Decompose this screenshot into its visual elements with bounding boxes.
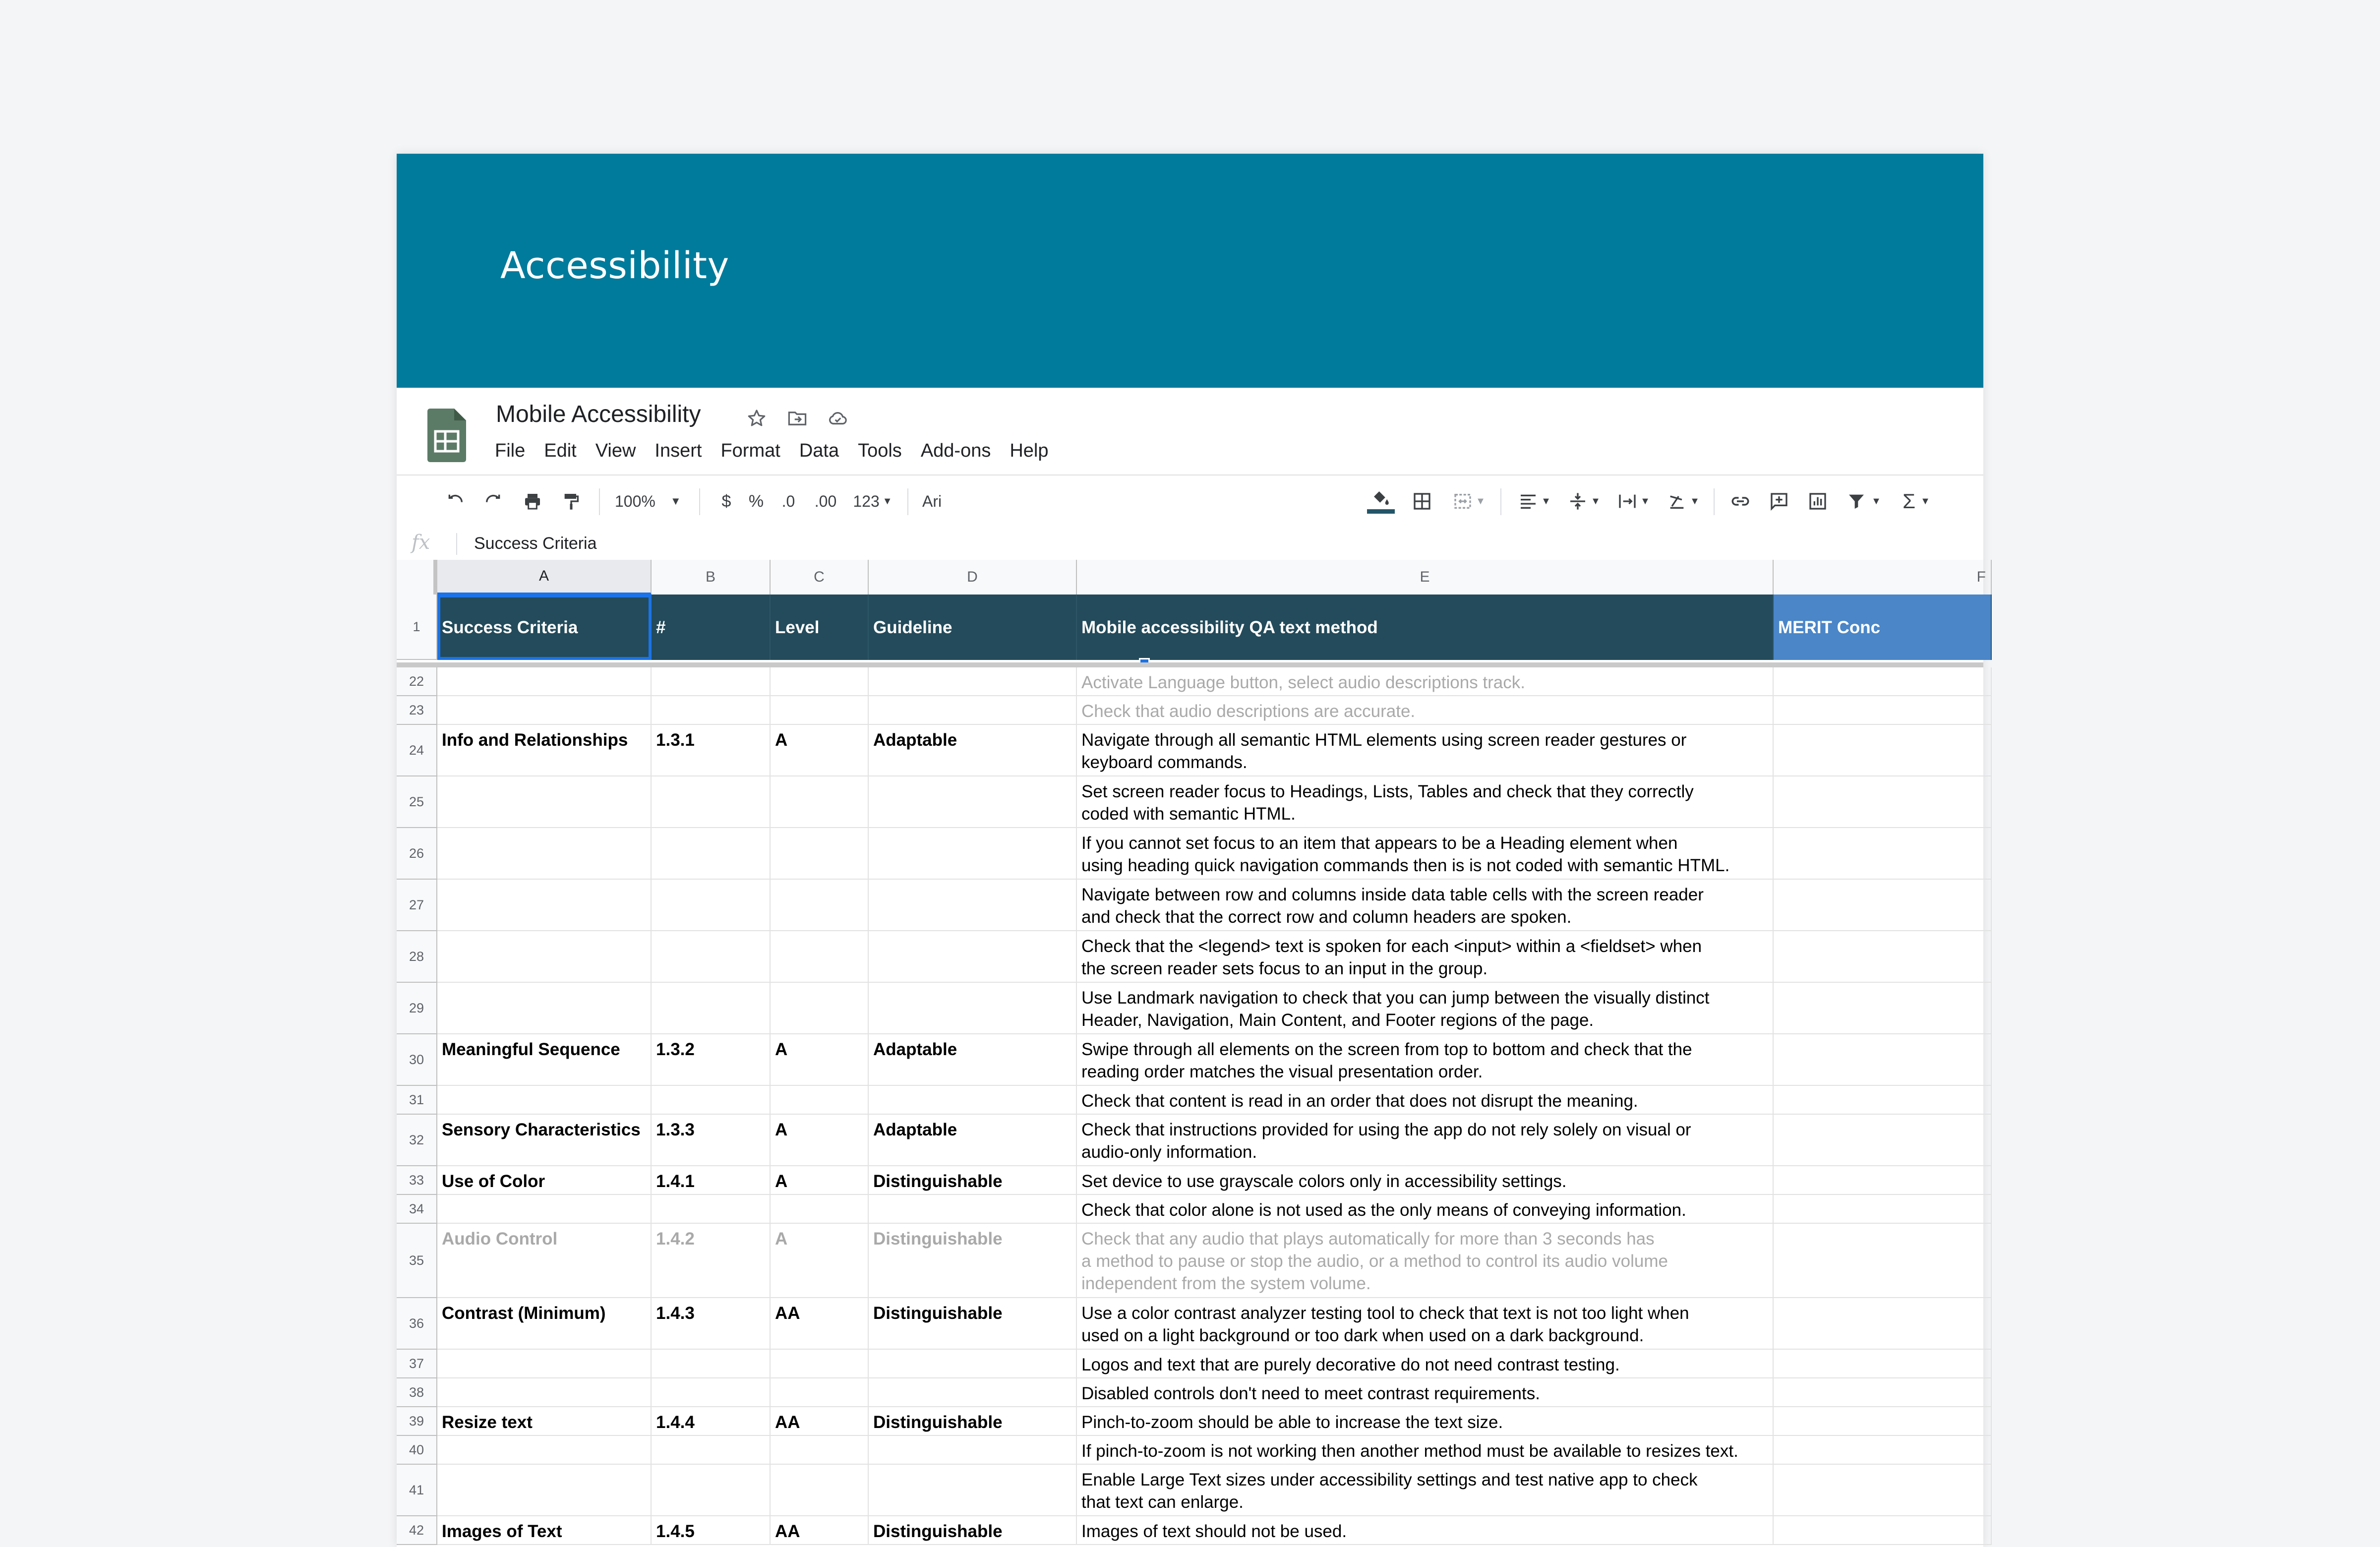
- cell-level[interactable]: [771, 880, 869, 931]
- font-select[interactable]: Ari: [922, 492, 942, 510]
- cell-number[interactable]: [652, 776, 771, 828]
- row-number[interactable]: 23: [397, 696, 437, 725]
- cell-guideline[interactable]: Distinguishable: [869, 1516, 1077, 1545]
- more-formats-button[interactable]: [848, 485, 897, 517]
- fill-color-swatch: [1367, 509, 1395, 514]
- cell-number[interactable]: [652, 828, 771, 880]
- cell-merit[interactable]: [1774, 1378, 1992, 1407]
- cell-qa-method[interactable]: Use Landmark navigation to check that you can jump between the visually distinct Header, Navigation, Main Content, and Footer regions of the page.: [1077, 983, 1774, 1034]
- chevron-down-icon: ▼: [1541, 495, 1551, 507]
- cell-guideline[interactable]: [869, 1086, 1077, 1115]
- cell-number[interactable]: [652, 1436, 771, 1465]
- title-icons: [744, 406, 851, 431]
- cell-level[interactable]: [771, 1436, 869, 1465]
- cell-guideline[interactable]: [869, 1195, 1077, 1224]
- table-row: [397, 1465, 1983, 1516]
- cell-level[interactable]: [771, 1195, 869, 1224]
- menu-tools[interactable]: Tools: [858, 440, 902, 461]
- cell-number[interactable]: 1.4.1: [652, 1166, 771, 1195]
- fill-color-icon[interactable]: [1364, 485, 1398, 517]
- chevron-down-icon: ▼: [1476, 495, 1486, 507]
- table-row: [397, 1086, 1983, 1115]
- cell-success-criteria[interactable]: Images of Text: [437, 1516, 652, 1545]
- cell-number[interactable]: [652, 931, 771, 983]
- cell-level[interactable]: [771, 696, 869, 725]
- zoom-value: 100%: [615, 492, 655, 510]
- menu-file[interactable]: File: [495, 440, 526, 461]
- select-all-corner[interactable]: [397, 560, 437, 595]
- print-icon[interactable]: [518, 485, 547, 517]
- cell-guideline[interactable]: [869, 776, 1077, 828]
- table-row: [397, 1195, 1983, 1224]
- table-row: [397, 1034, 1983, 1086]
- menu-edit[interactable]: Edit: [544, 440, 577, 461]
- chevron-down-icon: ▼: [1690, 495, 1700, 507]
- toolbar-divider: [1714, 488, 1715, 515]
- cell-guideline[interactable]: [869, 667, 1077, 696]
- cell-level[interactable]: [771, 1350, 869, 1378]
- table-row: [397, 696, 1983, 725]
- cell-merit[interactable]: [1774, 696, 1992, 725]
- column-header-e[interactable]: E: [1077, 560, 1774, 595]
- cell-qa-method[interactable]: Images of text should not be used.: [1077, 1516, 1774, 1545]
- cell-number[interactable]: 1.3.3: [652, 1115, 771, 1166]
- menu-help[interactable]: Help: [1010, 440, 1049, 461]
- formula-divider: [456, 533, 457, 555]
- row-number[interactable]: 26: [397, 828, 437, 880]
- menu-format[interactable]: Format: [720, 440, 780, 461]
- cell-guideline[interactable]: Adaptable: [869, 725, 1077, 776]
- header-cell-merit[interactable]: MERIT Conc: [1774, 595, 1992, 660]
- table-row: [397, 828, 1983, 880]
- cell-success-criteria[interactable]: [437, 1378, 652, 1407]
- cell-qa-method[interactable]: Swipe through all elements on the screen from top to bottom and check that the reading order matches the visual presentation order.: [1077, 1034, 1774, 1086]
- cell-qa-method[interactable]: If pinch-to-zoom is not working then another method must be available to resizes text.: [1077, 1436, 1774, 1465]
- cell-merit[interactable]: [1774, 1516, 1992, 1545]
- table-row: [397, 1224, 1983, 1298]
- column-header-b[interactable]: B: [652, 560, 771, 595]
- cell-merit[interactable]: [1774, 776, 1992, 828]
- table-row: [397, 1298, 1983, 1350]
- cell-level[interactable]: [771, 931, 869, 983]
- table-row: [397, 776, 1983, 828]
- cell-merit[interactable]: [1774, 1166, 1992, 1195]
- cell-success-criteria[interactable]: Use of Color: [437, 1166, 652, 1195]
- cell-success-criteria[interactable]: [437, 1195, 652, 1224]
- header-cell-number[interactable]: #: [652, 595, 771, 660]
- cell-merit[interactable]: [1774, 1407, 1992, 1436]
- decrease-decimal-button[interactable]: .0: [781, 492, 795, 510]
- screenshot-card: [397, 154, 1986, 1547]
- sheets-logo-icon[interactable]: [427, 409, 466, 462]
- insert-link-icon[interactable]: [1726, 485, 1755, 517]
- cell-qa-method[interactable]: If you cannot set focus to an item that appears to be a Heading element when using heading quick navigation commands then is is not coded with semantic HTML.: [1077, 828, 1774, 880]
- cell-level[interactable]: A: [771, 1224, 869, 1298]
- cell-qa-method[interactable]: Check that the <legend> text is spoken for each <input> within a <fieldset> when the screen reader sets focus to an input in the group.: [1077, 931, 1774, 983]
- document-title[interactable]: Mobile Accessibility: [496, 401, 701, 427]
- cell-number[interactable]: 1.4.4: [652, 1407, 771, 1436]
- cell-number[interactable]: [652, 1465, 771, 1516]
- cell-number[interactable]: [652, 1195, 771, 1224]
- cell-merit[interactable]: [1774, 667, 1992, 696]
- cell-qa-method[interactable]: Activate Language button, select audio descriptions track.: [1077, 667, 1774, 696]
- cell-success-criteria[interactable]: [437, 776, 652, 828]
- chevron-down-icon: ▼: [882, 495, 892, 507]
- functions-icon[interactable]: Σ ▼: [1903, 489, 1930, 513]
- horizontal-align-icon[interactable]: [1512, 485, 1557, 517]
- cell-guideline[interactable]: [869, 983, 1077, 1034]
- header-cell-level[interactable]: Level: [771, 595, 869, 660]
- toolbar: [397, 475, 1983, 529]
- cell-level[interactable]: [771, 1378, 869, 1407]
- cell-qa-method[interactable]: Disabled controls don't need to meet contrast requirements.: [1077, 1378, 1774, 1407]
- cell-level[interactable]: AA: [771, 1407, 869, 1436]
- column-header-a[interactable]: A: [437, 560, 652, 595]
- cell-qa-method[interactable]: Check that color alone is not used as the only means of conveying information.: [1077, 1195, 1774, 1224]
- cell-level[interactable]: [771, 667, 869, 696]
- app-header: [397, 388, 1983, 475]
- filter-icon[interactable]: [1842, 485, 1886, 517]
- column-headers: [397, 560, 1986, 595]
- chevron-down-icon: ▼: [1871, 495, 1881, 507]
- cell-guideline[interactable]: [869, 828, 1077, 880]
- row-number[interactable]: 29: [397, 983, 437, 1034]
- cell-guideline[interactable]: Distinguishable: [869, 1166, 1077, 1195]
- cell-guideline[interactable]: [869, 931, 1077, 983]
- table-row: [397, 1516, 1983, 1545]
- cell-merit[interactable]: [1774, 1350, 1992, 1378]
- cell-success-criteria[interactable]: [437, 931, 652, 983]
- row-number[interactable]: 42: [397, 1516, 437, 1545]
- cell-guideline[interactable]: Adaptable: [869, 1034, 1077, 1086]
- currency-format-button[interactable]: $: [721, 491, 731, 511]
- cell-level[interactable]: [771, 1465, 869, 1516]
- table-row: [397, 1115, 1983, 1166]
- increase-decimal-button[interactable]: .00: [814, 492, 837, 510]
- cell-level[interactable]: A: [771, 1115, 869, 1166]
- cell-merit[interactable]: [1774, 1224, 1992, 1298]
- row-number[interactable]: 35: [397, 1224, 437, 1298]
- menu-insert[interactable]: Insert: [654, 440, 702, 461]
- row-number[interactable]: 37: [397, 1350, 437, 1378]
- cell-number[interactable]: [652, 696, 771, 725]
- cell-level[interactable]: A: [771, 725, 869, 776]
- cell-number[interactable]: [652, 1378, 771, 1407]
- row-number[interactable]: 34: [397, 1195, 437, 1224]
- cell-success-criteria[interactable]: [437, 880, 652, 931]
- column-header-f[interactable]: F: [1774, 560, 1992, 595]
- cell-success-criteria[interactable]: [437, 1350, 652, 1378]
- cell-qa-method[interactable]: Navigate between row and columns inside data table cells with the screen reader and check that the correct row and column headers are spoken.: [1077, 880, 1774, 931]
- column-header-c[interactable]: C: [771, 560, 869, 595]
- cell-level[interactable]: [771, 776, 869, 828]
- cell-success-criteria[interactable]: Sensory Characteristics: [437, 1115, 652, 1166]
- row-number[interactable]: 1: [397, 595, 437, 660]
- cell-success-criteria[interactable]: Contrast (Minimum): [437, 1298, 652, 1350]
- cell-number[interactable]: 1.4.3: [652, 1298, 771, 1350]
- menu-add-ons[interactable]: Add-ons: [920, 440, 991, 461]
- header-cell-guideline[interactable]: Guideline: [869, 595, 1077, 660]
- cell-qa-method[interactable]: Set device to use grayscale colors only in accessibility settings.: [1077, 1166, 1774, 1195]
- table-row: [397, 1166, 1983, 1195]
- paint-format-icon[interactable]: [556, 485, 586, 517]
- cloud-status-icon[interactable]: [825, 406, 851, 431]
- formula-bar: [397, 528, 1983, 561]
- row-number[interactable]: 39: [397, 1407, 437, 1436]
- row-number[interactable]: 33: [397, 1166, 437, 1195]
- cell-number[interactable]: [652, 880, 771, 931]
- cell-merit[interactable]: [1774, 983, 1992, 1034]
- header-cell-success-criteria[interactable]: Success Criteria: [437, 595, 652, 660]
- cell-success-criteria[interactable]: Meaningful Sequence: [437, 1034, 652, 1086]
- banner-title: Accessibility: [500, 244, 729, 287]
- cell-number[interactable]: 1.3.1: [652, 725, 771, 776]
- percent-format-button[interactable]: %: [748, 491, 764, 511]
- cell-qa-method[interactable]: Use a color contrast analyzer testing tool to check that text is not too light when used on a light background or too dark when used on a dark background.: [1077, 1298, 1774, 1350]
- cell-success-criteria[interactable]: Audio Control: [437, 1224, 652, 1298]
- row-number[interactable]: 36: [397, 1298, 437, 1350]
- undo-icon[interactable]: [440, 485, 470, 517]
- cell-merit[interactable]: [1774, 931, 1992, 983]
- row-number[interactable]: 25: [397, 776, 437, 828]
- table-row: [397, 931, 1983, 983]
- cell-qa-method[interactable]: Enable Large Text sizes under accessibility settings and test native app to check that text can enlarge.: [1077, 1465, 1774, 1516]
- table-row: [397, 880, 1983, 931]
- cell-number[interactable]: [652, 1350, 771, 1378]
- table-row: [397, 667, 1983, 696]
- cell-guideline[interactable]: Distinguishable: [869, 1224, 1077, 1298]
- cell-merit[interactable]: [1774, 1436, 1992, 1465]
- cell-success-criteria[interactable]: [437, 1086, 652, 1115]
- cell-level[interactable]: A: [771, 1166, 869, 1195]
- toolbar-divider: [907, 488, 908, 515]
- cell-guideline[interactable]: [869, 1465, 1077, 1516]
- row-number[interactable]: 24: [397, 725, 437, 776]
- table-row: [397, 983, 1983, 1034]
- chevron-down-icon: ▼: [670, 495, 681, 507]
- frozen-row-divider[interactable]: [397, 662, 1983, 667]
- row-number[interactable]: 22: [397, 667, 437, 696]
- cell-success-criteria[interactable]: [437, 1465, 652, 1516]
- cell-merit[interactable]: [1774, 880, 1992, 931]
- cell-merit[interactable]: [1774, 1034, 1992, 1086]
- table-row: [397, 1436, 1983, 1465]
- row-number[interactable]: 28: [397, 931, 437, 983]
- cell-guideline[interactable]: [869, 696, 1077, 725]
- table-row: [397, 725, 1983, 776]
- cell-guideline[interactable]: [869, 1436, 1077, 1465]
- cell-qa-method[interactable]: Check that audio descriptions are accurate.: [1077, 696, 1774, 725]
- cell-qa-method[interactable]: Navigate through all semantic HTML elements using screen reader gestures or keyboard commands.: [1077, 725, 1774, 776]
- table-row: [397, 1407, 1983, 1436]
- banner: [397, 154, 1983, 388]
- cell-merit[interactable]: [1774, 725, 1992, 776]
- text-wrapping-icon[interactable]: [1611, 485, 1656, 517]
- cell-level[interactable]: AA: [771, 1516, 869, 1545]
- cell-success-criteria[interactable]: [437, 667, 652, 696]
- cell-qa-method[interactable]: Logos and text that are purely decorative do not need contrast testing.: [1077, 1350, 1774, 1378]
- borders-icon[interactable]: [1407, 485, 1437, 517]
- cell-success-criteria[interactable]: [437, 828, 652, 880]
- menu-data[interactable]: Data: [799, 440, 839, 461]
- cell-success-criteria[interactable]: [437, 696, 652, 725]
- cell-guideline[interactable]: Distinguishable: [869, 1298, 1077, 1350]
- row-number[interactable]: 41: [397, 1465, 437, 1516]
- chevron-down-icon: ▼: [1920, 495, 1930, 507]
- toolbar-divider: [699, 488, 700, 515]
- row-number[interactable]: 27: [397, 880, 437, 931]
- cell-merit[interactable]: [1774, 1465, 1992, 1516]
- cell-level[interactable]: [771, 983, 869, 1034]
- menu-view[interactable]: View: [595, 440, 636, 461]
- toolbar-divider: [599, 488, 600, 515]
- cell-number[interactable]: 1.3.2: [652, 1034, 771, 1086]
- cell-success-criteria[interactable]: [437, 1436, 652, 1465]
- cell-guideline[interactable]: [869, 880, 1077, 931]
- row-number[interactable]: 31: [397, 1086, 437, 1115]
- text-rotation-icon[interactable]: [1661, 485, 1706, 517]
- cell-merit[interactable]: [1774, 1195, 1992, 1224]
- star-icon[interactable]: [744, 406, 770, 431]
- toolbar-divider: [1500, 488, 1501, 515]
- cell-qa-method[interactable]: Pinch-to-zoom should be able to increase the text size.: [1077, 1407, 1774, 1436]
- table-row: [397, 1350, 1983, 1378]
- cell-level[interactable]: A: [771, 1034, 869, 1086]
- cell-guideline[interactable]: Distinguishable: [869, 1407, 1077, 1436]
- header-row: [397, 595, 1983, 660]
- cell-qa-method[interactable]: Check that any audio that plays automatically for more than 3 seconds has a method to pause or stop the audio, or a method to control its audio volume independent from the system volume.: [1077, 1224, 1774, 1298]
- formula-input[interactable]: Success Criteria: [474, 534, 597, 553]
- row-number[interactable]: 32: [397, 1115, 437, 1166]
- chevron-down-icon: ▼: [1640, 495, 1650, 507]
- cell-merit[interactable]: [1774, 828, 1992, 880]
- insert-chart-icon[interactable]: [1803, 485, 1833, 517]
- cell-guideline[interactable]: [869, 1378, 1077, 1407]
- row-number[interactable]: 38: [397, 1378, 437, 1407]
- cell-merit[interactable]: [1774, 1115, 1992, 1166]
- header-cell-qa-method[interactable]: Mobile accessibility QA text method: [1077, 595, 1774, 660]
- chevron-down-icon: ▼: [1591, 495, 1601, 507]
- fx-icon: fx: [412, 531, 430, 554]
- insert-comment-icon[interactable]: [1764, 485, 1794, 517]
- menu-bar: [495, 440, 1049, 462]
- cell-merit[interactable]: [1774, 1086, 1992, 1115]
- cell-number[interactable]: [652, 667, 771, 696]
- row-number[interactable]: 40: [397, 1436, 437, 1465]
- cell-level[interactable]: [771, 828, 869, 880]
- cell-level[interactable]: [771, 1086, 869, 1115]
- cell-guideline[interactable]: Adaptable: [869, 1115, 1077, 1166]
- vertical-align-icon[interactable]: [1562, 485, 1606, 517]
- table-row: [397, 1378, 1983, 1407]
- cell-qa-method[interactable]: Check that content is read in an order that does not disrupt the meaning.: [1077, 1086, 1774, 1115]
- merge-cells-icon[interactable]: [1447, 485, 1491, 517]
- redo-icon[interactable]: [478, 485, 508, 517]
- cell-number[interactable]: [652, 1086, 771, 1115]
- move-to-folder-icon[interactable]: [784, 406, 810, 431]
- cell-success-criteria[interactable]: Info and Relationships: [437, 725, 652, 776]
- column-header-d[interactable]: D: [869, 560, 1077, 595]
- more-formats-label: 123: [853, 492, 880, 510]
- row-number[interactable]: 30: [397, 1034, 437, 1086]
- cell-qa-method[interactable]: Set screen reader focus to Headings, Lists, Tables and check that they correctly coded with semantic HTML.: [1077, 776, 1774, 828]
- cell-success-criteria[interactable]: Resize text: [437, 1407, 652, 1436]
- cell-merit[interactable]: [1774, 1298, 1992, 1350]
- zoom-select[interactable]: [615, 485, 689, 517]
- cell-number[interactable]: 1.4.5: [652, 1516, 771, 1545]
- cell-number[interactable]: [652, 983, 771, 1034]
- cell-guideline[interactable]: [869, 1350, 1077, 1378]
- cell-success-criteria[interactable]: [437, 983, 652, 1034]
- cell-qa-method[interactable]: Check that instructions provided for using the app do not rely solely on visual or audio-only information.: [1077, 1115, 1774, 1166]
- cell-level[interactable]: AA: [771, 1298, 869, 1350]
- cell-number[interactable]: 1.4.2: [652, 1224, 771, 1298]
